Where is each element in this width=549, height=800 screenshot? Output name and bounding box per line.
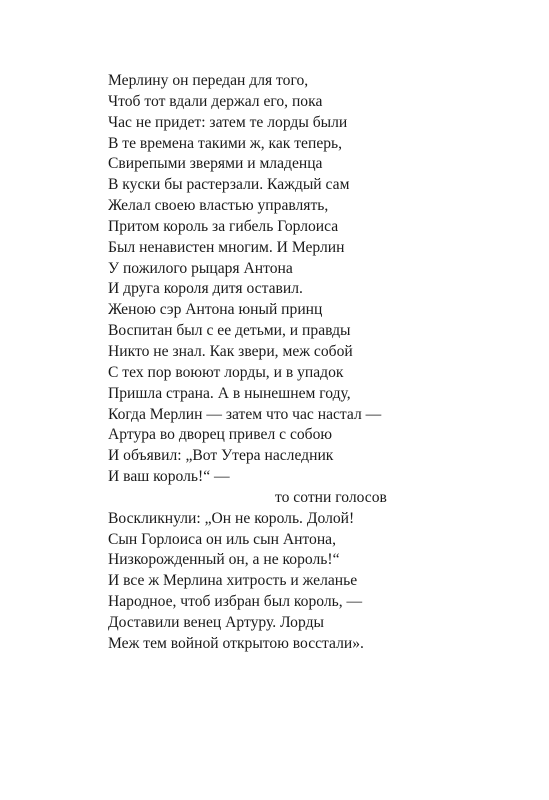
poem-line: Меж тем войной открытою восстали». <box>108 634 364 652</box>
poem-text <box>108 71 528 655</box>
poem-line: Низкорожденный он, а не король!“ <box>108 551 340 569</box>
poem-line: Артура во дворец привел с собою <box>108 426 333 444</box>
poem-line: Женою сэр Антона юный принц <box>108 301 323 319</box>
poem-line: И ваш король!“ — <box>108 468 230 486</box>
poem-line: Свирепыми зверями и младенца <box>108 155 323 173</box>
poem-line: Народное, чтоб избран был король, — <box>108 593 363 611</box>
poem-line: Сын Горлоиса он иль сын Антона, <box>108 530 337 548</box>
poem-line: Мерлину он передан для того, <box>108 72 309 89</box>
poem-line: С тех пор воюют лорды, и в упадок <box>108 363 344 381</box>
poem-line: У пожилого рыцаря Антона <box>108 259 293 277</box>
poem-line: В те времена такими ж, как теперь, <box>108 134 343 152</box>
poem-line: Воскликнули: „Он не король. Долой! <box>108 509 355 527</box>
poem-line: В куски бы растерзали. Каждый сам <box>108 176 350 194</box>
poem-line: Воспитан был с ее детьми, и правды <box>108 322 351 340</box>
poem-line: Никто не знал. Как звери, меж собой <box>108 342 353 360</box>
poem-line-indented: то сотни голосов <box>275 488 387 506</box>
poem-line: Час не придет: затем те лорды были <box>108 113 348 131</box>
poem-line: Чтоб тот вдали держал его, пока <box>108 92 323 110</box>
poem-line: Когда Мерлин — затем что час настал — <box>108 405 382 423</box>
poem-line: Был ненавистен многим. И Мерлин <box>108 238 345 256</box>
poem-line: Притом король за гибель Горлоиса <box>108 217 339 235</box>
poem-line: Доставили венец Артуру. Лорды <box>108 613 324 631</box>
poem-line: Пришла страна. А в нынешнем году, <box>108 384 351 402</box>
poem-line: И все ж Мерлина хитрость и желанье <box>108 572 358 590</box>
poem-line: И друга короля дитя оставил. <box>108 280 303 298</box>
poem-line: И объявил: „Вот Утера наследник <box>108 447 334 465</box>
poem-line: Желал своею властью управлять, <box>108 197 329 215</box>
